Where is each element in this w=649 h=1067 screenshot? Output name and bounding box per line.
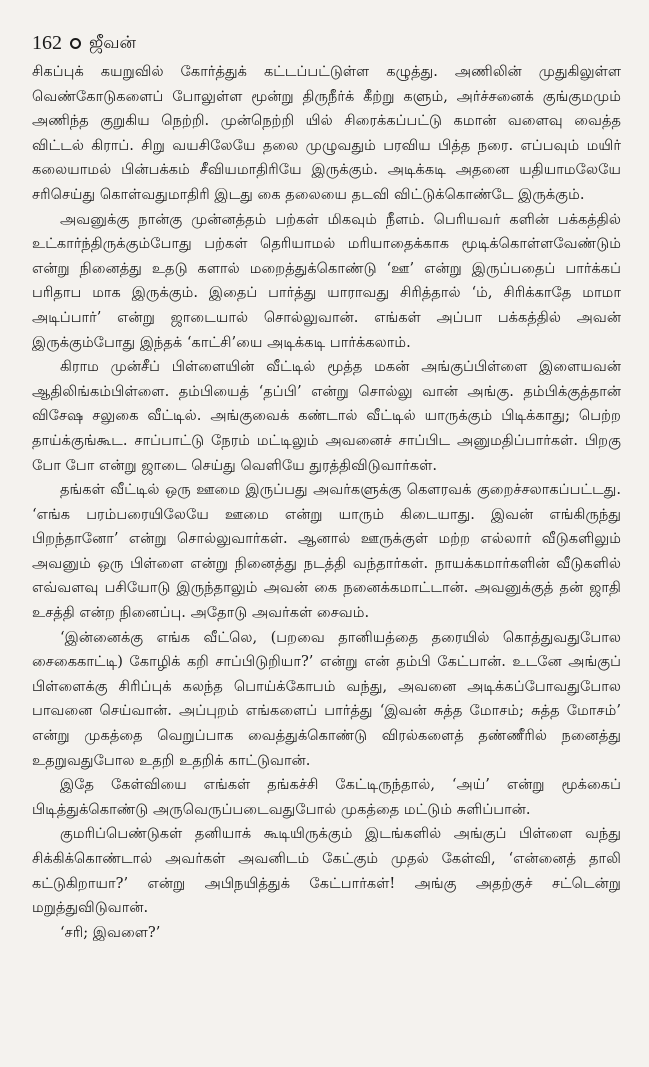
paragraph: குமரிப்பெண்டுகள் தனியாக் கூடியிருக்கும் இடங்களில் அங்குப் பிள்ளை வந்து சிக்கிக்கொண்டால் அவர்கள் அவனிடம் கேட்கும் முதல் கேள்வி, ‘என்னைத் தாலி கட்டுகிறாயா?’ என்று அபிநயித்துக் கேட்பார்கள்! அங்கு அதற்குச் சட்டென்று மறுத்துவிடுவான். — [32, 825, 621, 917]
paragraph: சிகப்புக் கயறுவில் கோர்த்துக் கட்டப்பட்டுள்ள கழுத்து. அணிலின் முதுகிலுள்ள வெண்கோடுகளைப் போலுள்ள மூன்று திருநீர்க் கீற்று களும், அர்ச்சனைக் குங்குமமும் அணிந்த குறுகிய நெற்றி. முன்நெற்றி யில் சிரைக்கப்பட்டு கமான் வளைவு வைத்த விட்டல் கிராப். சிறு வயசிலேயே தலை முழுவதும் பரவிய பித்த நரை. எப்பவும் மயிர் கலையாமல் பின்பக்கம் சீவியமாதிரியே இருக்கும். அடிக்கடி அதனை யதியாமலேயே சரிசெய்து கொள்வதுமாதிரி இடது கை தலையை தடவி விட்டுக்கொண்டே இருக்கும். — [32, 63, 621, 203]
paragraph: ‘இன்னைக்கு எங்க வீட்லெ, (பறவை தானியத்தை தரையில் கொத்துவதுபோல சைகைகாட்டி) கோழிக் கறி சாப்பிடுறியா?’ என்று என் தம்பி கேட்பான். உடனே அங்குப் பிள்ளைக்கு சிரிப்புக் கலந்த பொய்க்கோபம் வந்து, அவனை அடிக்கப்போவதுபோல பாவனை செய்வான். அப்புறம் எங்களைப் பார்த்து ‘இவன் சுத்த மோசம்; சுத்த மோசம்’ என்று முகத்தை வெறுப்பாக வைத்துக்கொண்டு விரல்களைத் தண்ணீரில் நனைத்து உதறுவதுபோல உதறி உதறிக் காட்டுவான். — [32, 628, 621, 769]
paragraph: அவனுக்கு நான்கு முன்னத்தம் பற்கள் மிகவும் நீளம். பெரியவர் களின் பக்கத்தில் உட்கார்ந்திருக்கும்போது பற்கள் தெரியாமல் மரியாதைக்காக மூடிக்கொள்ளவேண்டும் என்று நினைத்து உதடு களால் மறைத்துக்கொண்டு ‘ஊ’ என்று இருப்பதைப் பார்க்கப் பரிதாப மாக இருக்கும். இதைப் பார்த்து யாராவது சிரித்தால் ‘ம், சிரிக்காதே மாமா அடிப்பார்’ என்று ஜாடையால் சொல்லுவான். எங்கள் அப்பா பக்கத்தில் அவன் இருக்கும்போது இந்தக் ‘காட்சி’யை அடிக்கடி பார்க்கலாம். — [32, 210, 621, 351]
circle-ornament-icon — [70, 38, 81, 49]
paragraph: தங்கள் வீட்டில் ஒரு ஊமை இருப்பது அவர்களுக்கு கௌரவக் குறைச்சலாகப்பட்டது. ‘எங்க பரம்பரையிலேயே ஊமை என்று யாரும் கிடையாது. இவன் எங்கிருந்து பிறந்தானோ’ என்று சொல்லுவார்கள். ஆனால் ஊருக்குள் மற்ற எல்லார் வீடுகளிலும் அவனும் ஒரு பிள்ளை என்று நினைத்து நடத்தி வந்தார்கள். நாயக்கமார்களின் வீடுகளில் எவ்வளவு பசியோடு இருந்தாலும் அவன் கை நனைக்கமாட்டான். அவனுக்குத் தன் ஜாதி உசத்தி என்ற நினைப்பு. அதோடு அவர்கள் சைவம். — [32, 481, 621, 622]
book-title: ஜீவன் — [89, 33, 136, 52]
paragraph: இதே கேள்வியை எங்கள் தங்கச்சி கேட்டிருந்தால், ‘அய்’ என்று மூக்கைப் பிடித்துக்கொண்டு அருவெருப்படைவதுபோல் முகத்தை மட்டும் சுளிப்பான். — [32, 776, 621, 818]
paragraph: கிராம முன்சீப் பிள்ளையின் வீட்டில் மூத்த மகன் அங்குப்பிள்ளை இளையவன் ஆதிலிங்கம்பிள்ளை. தம்பியைத் ‘தப்பி’ என்று சொல்லு வான் அங்கு. தம்பிக்குத்தான் விசேஷ சலுகை வீட்டில். அங்குவைக் கண்டால் வீட்டில் யாருக்கும் பிடிக்காது; பெற்ற தாய்க்குங்கூட. சாப்பாட்டு நேரம் மட்டிலும் அவனைச் சாப்பிட அனுமதிப்பார்கள். பிறகு போ போ என்று ஜாடை செய்து வெளியே துரத்திவிடுவார்கள். — [32, 358, 621, 474]
page-header — [32, 30, 621, 56]
page-body — [32, 60, 621, 945]
page-number: 162 — [32, 32, 62, 54]
paragraph: ‘சரி; இவளை?’ — [60, 923, 161, 941]
